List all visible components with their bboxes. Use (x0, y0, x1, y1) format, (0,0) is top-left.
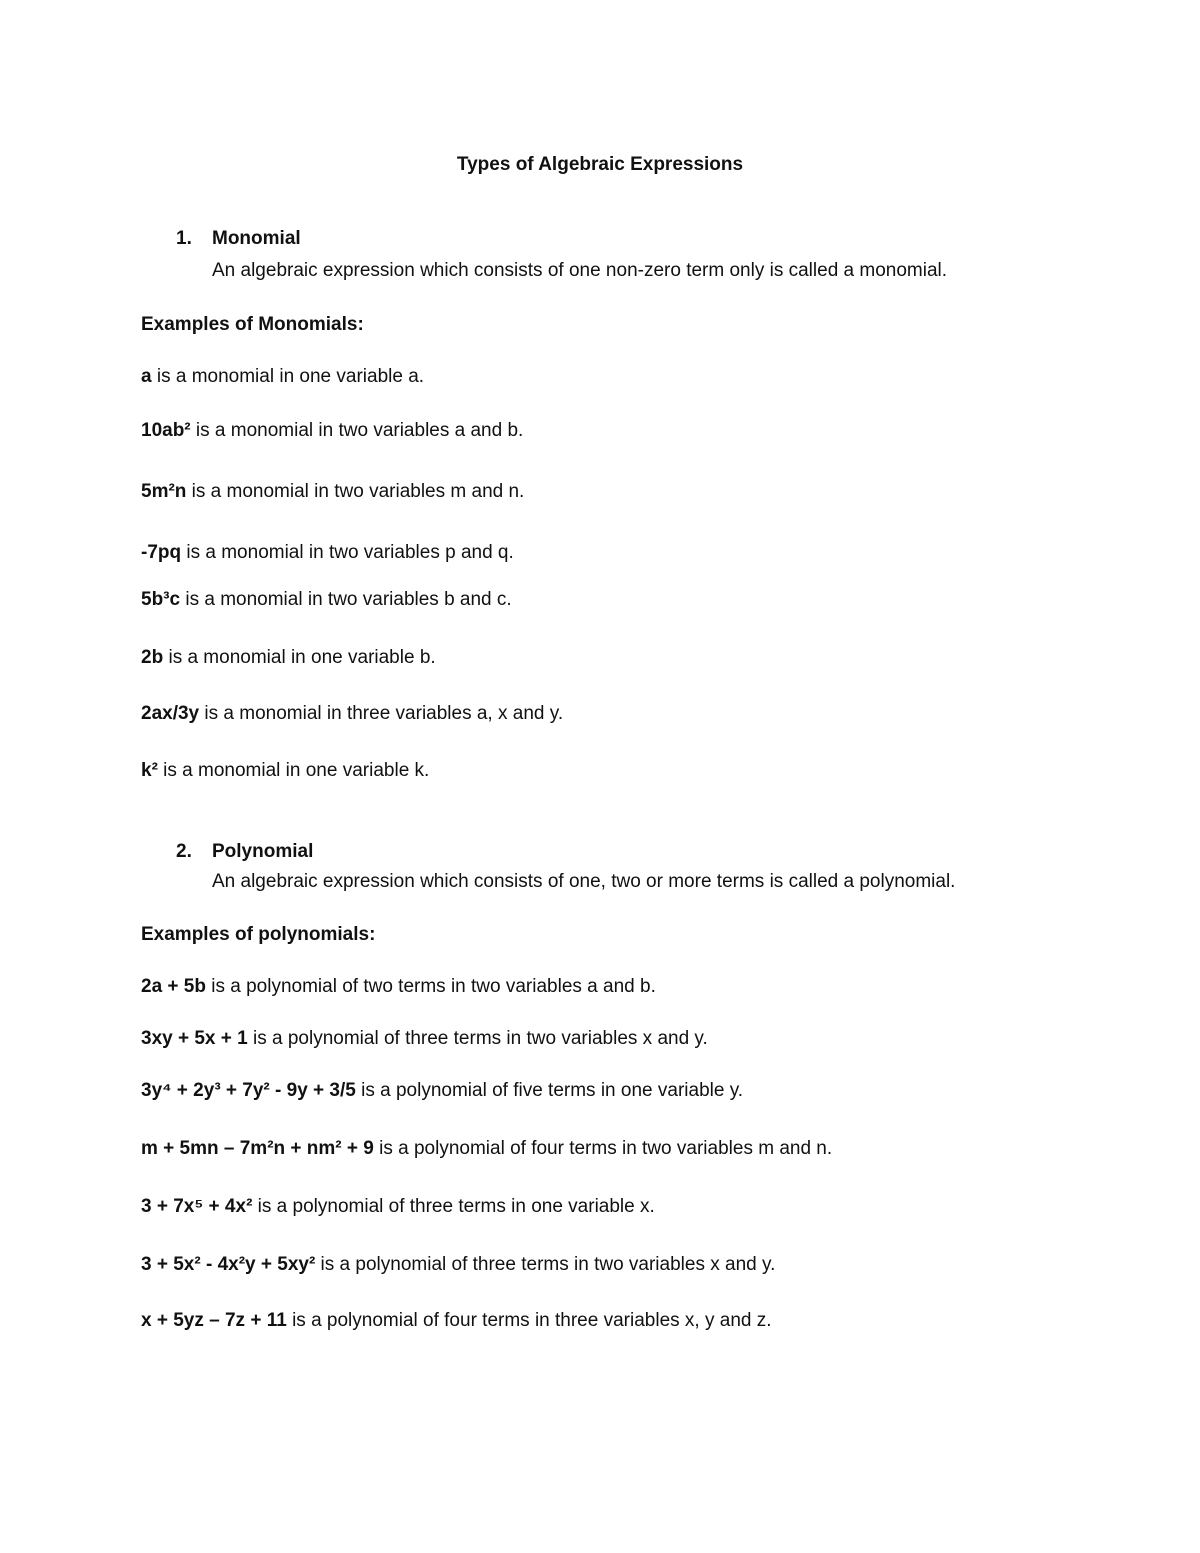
example-description: is a polynomial of three terms in two variables x and y. (315, 1254, 776, 1275)
example-expression: 5b³c (141, 589, 181, 610)
example-description: is a polynomial of four terms in three variables x, y and z. (286, 1310, 772, 1331)
section-title: Monomial (212, 228, 301, 249)
example-description: is a monomial in one variable k. (157, 760, 430, 781)
monomial-example (141, 701, 563, 727)
page-title: Types of Algebraic Expressions (456, 154, 744, 175)
section-title: Polynomial (212, 841, 314, 862)
example-expression: a (141, 366, 152, 387)
example-expression: 3 + 5x² - 4x²y + 5xy² (141, 1254, 316, 1275)
polynomial-example (141, 1078, 743, 1104)
example-expression: x + 5yz – 7z + 11 (141, 1310, 287, 1331)
polynomial-example (141, 1136, 832, 1162)
polynomial-example (141, 974, 656, 1000)
polynomial-examples-heading: Examples of polynomials: (141, 924, 376, 945)
example-expression: 10ab² (141, 420, 191, 441)
example-description: is a monomial in two variables m and n. (186, 481, 525, 502)
monomial-example (141, 540, 514, 566)
monomial-examples-heading: Examples of Monomials: (141, 314, 364, 335)
example-description: is a monomial in three variables a, x and y. (199, 703, 564, 724)
monomial-example (141, 587, 512, 613)
monomial-example (141, 364, 424, 390)
section-heading-monomial (176, 226, 301, 252)
section-heading-polynomial (176, 839, 313, 865)
example-description: is a polynomial of three terms in two variables x and y. (247, 1028, 708, 1049)
example-expression: 2ax/3y (141, 703, 200, 724)
section-number: 2. (176, 841, 192, 862)
example-expression: 3 + 7x⁵ + 4x² (141, 1196, 253, 1217)
example-expression: -7pq (141, 542, 182, 563)
example-description: is a polynomial of four terms in two variables m and n. (373, 1138, 833, 1159)
example-description: is a polynomial of three terms in one variable x. (252, 1196, 655, 1217)
polynomial-example (141, 1026, 708, 1052)
example-expression: k² (141, 760, 158, 781)
example-description: is a monomial in one variable b. (163, 647, 436, 668)
monomial-example (141, 479, 524, 505)
monomial-example (141, 758, 429, 784)
example-description: is a polynomial of five terms in one variable y. (355, 1080, 744, 1101)
monomial-definition: An algebraic expression which consists of one non-zero term only is called a monomial. (212, 260, 948, 281)
polynomial-example (141, 1194, 655, 1220)
example-description: is a monomial in two variables a and b. (190, 420, 524, 441)
polynomial-definition: An algebraic expression which consists of one, two or more terms is called a polynomial. (212, 871, 956, 892)
example-expression: 5m²n (141, 481, 187, 502)
example-expression: 3y⁴ + 2y³ + 7y² - 9y + 3/5 (141, 1080, 356, 1101)
example-description: is a monomial in two variables b and c. (180, 589, 512, 610)
example-expression: m + 5mn – 7m²n + nm² + 9 (141, 1138, 374, 1159)
example-description: is a polynomial of two terms in two variables a and b. (205, 976, 656, 997)
example-expression: 2b (141, 647, 164, 668)
section-number: 1. (176, 228, 192, 249)
monomial-example (141, 418, 523, 444)
polynomial-example (141, 1252, 775, 1278)
example-description: is a monomial in two variables p and q. (181, 542, 514, 563)
monomial-example (141, 645, 436, 671)
example-description: is a monomial in one variable a. (151, 366, 425, 387)
example-expression: 2a + 5b (141, 976, 206, 997)
example-expression: 3xy + 5x + 1 (141, 1028, 248, 1049)
polynomial-example (141, 1308, 772, 1334)
